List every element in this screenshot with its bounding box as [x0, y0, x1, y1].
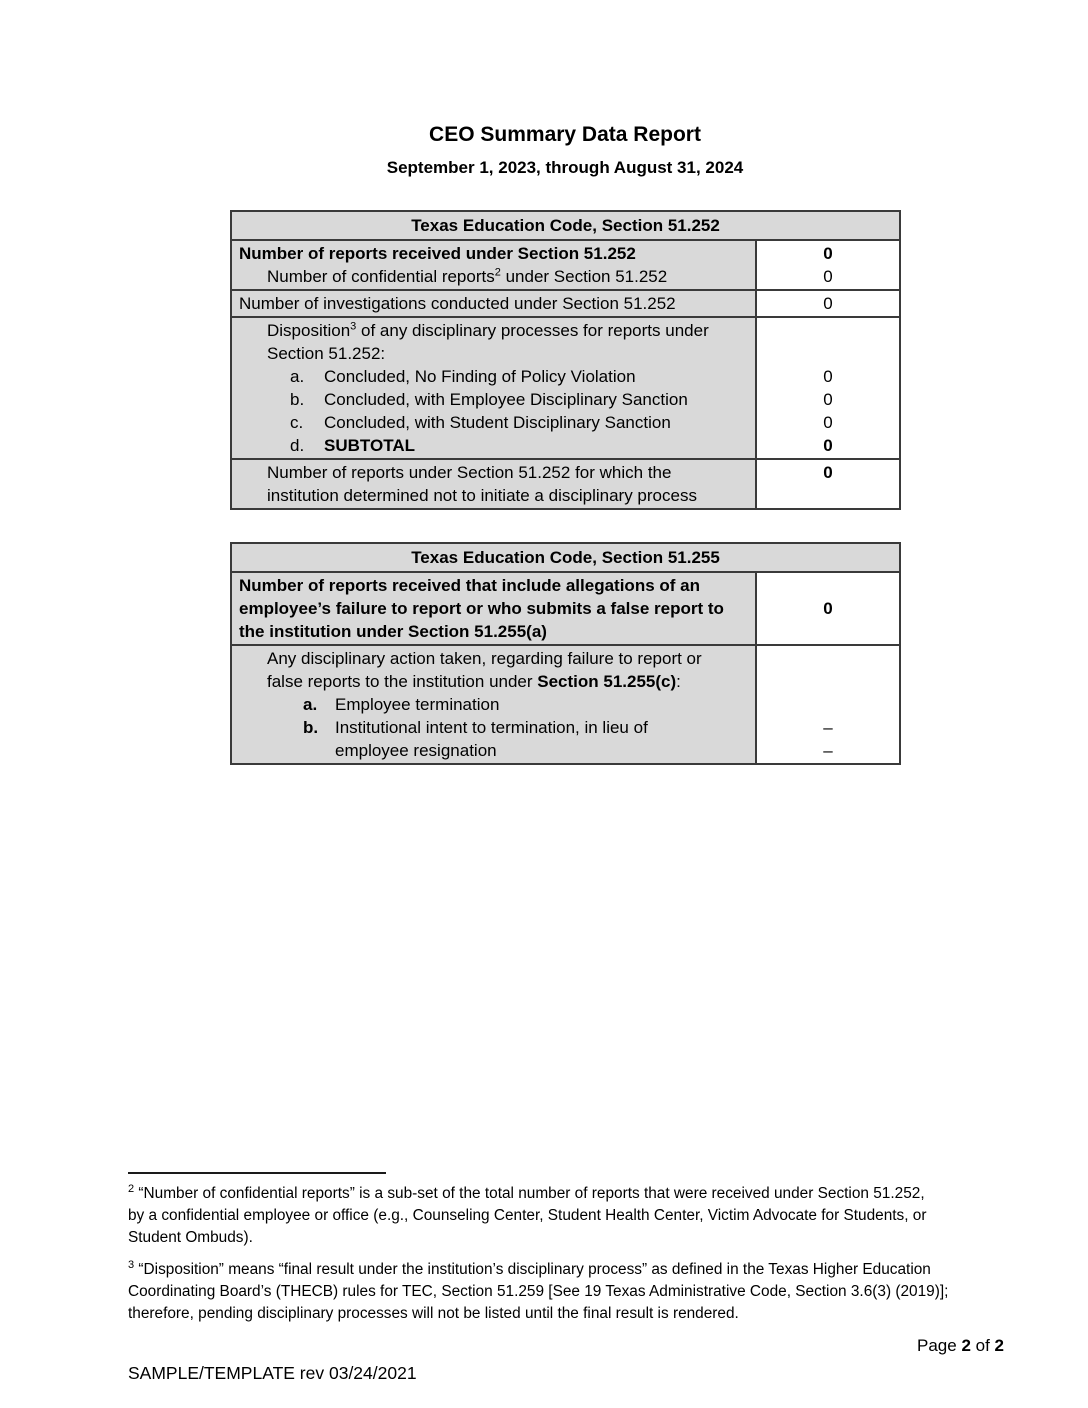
table-line — [232, 388, 751, 411]
table-cell-value — [757, 646, 899, 763]
table-row — [232, 573, 899, 646]
text-segment: Any disciplinary action taken, regarding failure to report or — [267, 649, 702, 668]
footnote-line — [128, 1183, 1004, 1205]
table-cell-label — [232, 573, 757, 644]
table-cell-label — [232, 291, 757, 316]
footnote-line: therefore, pending disciplinary processes will not be listed until the final result is rendered. — [128, 1305, 739, 1322]
cell-value-line — [757, 319, 899, 342]
table-cell-label — [232, 241, 757, 289]
list-marker: a. — [290, 367, 305, 386]
text-segment: false reports to the institution under — [267, 672, 538, 691]
table-line — [232, 411, 751, 434]
table-cell-value — [757, 318, 899, 458]
page-title: CEO Summary Data Report — [429, 123, 701, 146]
text-segment: the institution under Section 51.255(a) — [239, 622, 547, 641]
table-line — [232, 716, 751, 739]
table-line — [232, 597, 751, 620]
table-row — [232, 291, 899, 318]
table-cell-label — [232, 460, 757, 508]
table-line — [232, 647, 751, 670]
text-segment: Section 51.255(c) — [537, 672, 677, 691]
footnote-marker: 2 — [128, 1182, 135, 1195]
revision-note: SAMPLE/TEMPLATE rev 03/24/2021 — [128, 1363, 417, 1383]
table-line — [232, 292, 751, 315]
cell-value-line: 0 — [823, 244, 833, 263]
footnote-line — [128, 1259, 1004, 1281]
data-table-2 — [230, 542, 901, 765]
page-subtitle: September 1, 2023, through August 31, 2024 — [386, 158, 744, 177]
table-line — [232, 693, 751, 716]
cell-value-line: 0 — [823, 390, 833, 409]
footnote-2 — [128, 1183, 1004, 1249]
tables-container — [230, 210, 1002, 765]
superscript-marker: 2 — [494, 266, 501, 279]
text-segment: employee’s failure to report or who submits a false report to — [239, 599, 724, 618]
text-segment: Concluded, with Student Disciplinary Sanction — [324, 413, 671, 432]
superscript-marker: 3 — [350, 320, 357, 333]
text-segment: 2 — [994, 1336, 1004, 1355]
cell-value-line: 0 — [823, 436, 833, 455]
cell-value-line — [757, 670, 899, 693]
footnote-text: “Number of confidential reports” is a sub-set of the total number of reports that were received under Section 51.252, — [138, 1185, 925, 1202]
text-segment: : — [676, 672, 681, 691]
cell-value-line: 0 — [823, 294, 833, 313]
footnote-line: Student Ombuds). — [128, 1229, 253, 1246]
table-header: Texas Education Code, Section 51.252 — [232, 212, 899, 241]
text-segment: Number of reports under Section 51.252 for which the — [267, 463, 672, 482]
content-column — [128, 121, 1002, 765]
cell-value-line: 0 — [823, 267, 833, 286]
table-line — [232, 365, 751, 388]
table-cell-value — [757, 241, 899, 289]
text-segment: Disposition — [267, 321, 351, 340]
footnote-line: by a confidential employee or office (e.g., Counseling Center, Student Health Center, Victim Advocate for Students, or — [128, 1207, 927, 1224]
table-line — [232, 319, 751, 342]
list-marker: b. — [290, 390, 305, 409]
footnote-text: “Disposition” means “final result under the institution’s disciplinary process” as defined in the Texas Higher Education — [138, 1261, 931, 1278]
data-table-1 — [230, 210, 901, 510]
text-segment: Page — [917, 1336, 962, 1355]
text-segment: of — [970, 1336, 995, 1355]
table-row — [232, 241, 899, 291]
text-segment: Section 51.252: — [267, 344, 386, 363]
table-row — [232, 460, 899, 508]
table-line — [232, 265, 751, 288]
cell-value-line: 0 — [823, 463, 833, 482]
text-segment: SUBTOTAL — [324, 436, 415, 455]
footer-block — [128, 1172, 1004, 1385]
table-line — [232, 434, 751, 457]
text-segment: employee resignation — [335, 741, 497, 760]
cell-value-line — [757, 693, 899, 716]
table-line — [232, 342, 751, 365]
cell-value-line — [757, 342, 899, 365]
table-line — [232, 670, 751, 693]
cell-value-line — [757, 484, 899, 507]
footnote-separator — [128, 1172, 386, 1174]
text-segment: institution determined not to initiate a disciplinary process — [267, 486, 697, 505]
table-line — [232, 620, 751, 643]
table-row — [232, 646, 899, 763]
text-segment: Number of reports received that include allegations of an — [239, 576, 700, 595]
table-line — [232, 484, 751, 507]
table-line — [232, 242, 751, 265]
cell-value-line — [757, 647, 899, 670]
cell-value-line: – — [823, 718, 833, 737]
cell-value-line: 0 — [823, 413, 833, 432]
cell-value: 0 — [823, 599, 833, 618]
text-segment: Institutional intent to termination, in lieu of — [335, 718, 648, 737]
table-cell-value — [757, 573, 899, 644]
footnote-3 — [128, 1259, 1004, 1325]
text-segment: Number of reports received under Section 51.252 — [239, 244, 636, 263]
text-segment: Employee termination — [335, 695, 500, 714]
text-segment: 2 — [961, 1336, 971, 1355]
list-marker: a. — [303, 695, 318, 714]
list-marker: c. — [290, 413, 304, 432]
table-row — [232, 318, 899, 460]
text-segment: of any disciplinary processes for reports under — [356, 321, 709, 340]
table-cell-label — [232, 318, 757, 458]
table-line — [232, 739, 751, 762]
table-header: Texas Education Code, Section 51.255 — [232, 544, 899, 573]
table-line — [232, 461, 751, 484]
text-segment: Concluded, No Finding of Policy Violation — [324, 367, 636, 386]
list-marker: d. — [290, 436, 305, 455]
text-segment: Concluded, with Employee Disciplinary Sanction — [324, 390, 688, 409]
page-number — [128, 1335, 1004, 1357]
cell-value-line: 0 — [823, 367, 833, 386]
footnote-line: Coordinating Board’s (THECB) rules for TEC, Section 51.259 [See 19 Texas Administrative Code, Section 3.6(3) (2019)]; — [128, 1283, 949, 1300]
list-marker: b. — [303, 718, 319, 737]
text-segment: Number of confidential reports — [267, 267, 495, 286]
footnote-marker: 3 — [128, 1258, 135, 1271]
table-cell-value — [757, 291, 899, 316]
text-segment: Number of investigations conducted under Section 51.252 — [239, 294, 676, 313]
text-segment: under Section 51.252 — [500, 267, 668, 286]
table-cell-value — [757, 460, 899, 508]
table-cell-label — [232, 646, 757, 763]
table-line — [232, 574, 751, 597]
cell-value-line: – — [823, 741, 833, 760]
